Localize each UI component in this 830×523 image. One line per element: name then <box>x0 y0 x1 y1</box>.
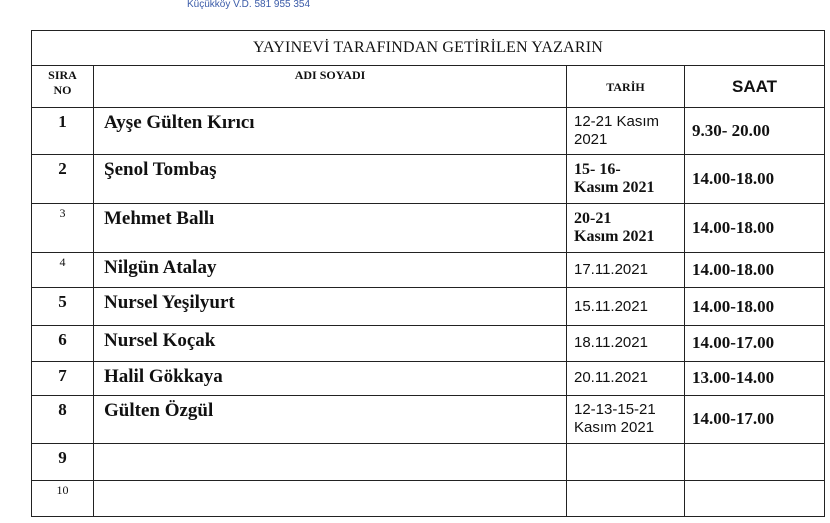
event-time: 14.00-18.00 <box>685 203 825 253</box>
header-name: ADI SOYADI <box>94 66 567 107</box>
row-number: 7 <box>32 361 94 395</box>
header-row <box>32 66 825 107</box>
event-date-line1: 17.11.2021 <box>574 261 648 279</box>
event-date <box>567 253 685 288</box>
event-time: 13.00-14.00 <box>685 361 825 395</box>
author-name: Şenol Tombaş <box>94 155 567 204</box>
table-row <box>32 253 825 288</box>
row-number: 10 <box>32 480 94 516</box>
event-time: 14.00-18.00 <box>685 253 825 288</box>
event-time: 9.30- 20.00 <box>685 107 825 155</box>
event-time <box>685 480 825 516</box>
table-row <box>32 288 825 325</box>
event-date-line2: 2021 <box>574 130 608 148</box>
author-name: Mehmet Ballı <box>94 203 567 253</box>
table-row <box>32 480 825 516</box>
header-sira: SIRA <box>48 68 77 83</box>
event-date <box>567 107 685 155</box>
title-row <box>32 31 825 66</box>
event-date <box>567 288 685 325</box>
event-date-line2: Kasım 2021 <box>574 178 655 196</box>
table-row <box>32 395 825 443</box>
table-body <box>32 107 825 516</box>
row-number: 2 <box>32 155 94 204</box>
row-number: 4 <box>32 253 94 288</box>
event-date-line1: 15.11.2021 <box>574 297 648 315</box>
event-date-line1: 12-13-15-21 <box>574 401 656 419</box>
header-sira-no <box>32 66 94 107</box>
author-name: Nilgün Atalay <box>94 253 567 288</box>
event-date <box>567 203 685 253</box>
header-time: SAAT <box>685 66 825 107</box>
document-title: YAYINEVİ TARAFINDAN GETİRİLEN YAZARIN <box>32 31 825 66</box>
event-date <box>567 325 685 361</box>
event-time <box>685 443 825 480</box>
author-name <box>94 443 567 480</box>
row-number: 3 <box>32 203 94 253</box>
author-name: Gülten Özgül <box>94 395 567 443</box>
event-date <box>567 361 685 395</box>
event-date-line1: 20.11.2021 <box>574 369 648 387</box>
event-date <box>567 155 685 204</box>
header-no: NO <box>53 83 72 98</box>
event-date-line1: 15- 16- <box>574 160 621 178</box>
author-name: Nursel Yeşilyurt <box>94 288 567 325</box>
author-schedule-table <box>31 30 825 517</box>
row-number: 5 <box>32 288 94 325</box>
event-date <box>567 480 685 516</box>
event-time: 14.00-17.00 <box>685 395 825 443</box>
event-date-line2: Kasım 2021 <box>574 419 655 437</box>
event-time: 14.00-18.00 <box>685 288 825 325</box>
header-date: TARİH <box>567 66 685 107</box>
row-number: 1 <box>32 107 94 155</box>
table-row <box>32 107 825 155</box>
event-date-line1: 20-21 <box>574 209 612 227</box>
table-row <box>32 361 825 395</box>
table-row <box>32 443 825 480</box>
row-number: 8 <box>32 395 94 443</box>
author-name: Halil Gökkaya <box>94 361 567 395</box>
header-fragment: Küçükköy V.D. 581 955 354 <box>187 0 311 10</box>
table-row <box>32 203 825 253</box>
event-time: 14.00-18.00 <box>685 155 825 204</box>
event-date-line1: 18.11.2021 <box>574 334 648 352</box>
author-name: Ayşe Gülten Kırıcı <box>94 107 567 155</box>
author-name: Nursel Koçak <box>94 325 567 361</box>
event-date <box>567 395 685 443</box>
event-time: 14.00-17.00 <box>685 325 825 361</box>
event-date <box>567 443 685 480</box>
table-row <box>32 155 825 204</box>
row-number: 6 <box>32 325 94 361</box>
table-row <box>32 325 825 361</box>
row-number: 9 <box>32 443 94 480</box>
author-name <box>94 480 567 516</box>
event-date-line2: Kasım 2021 <box>574 227 655 245</box>
event-date-line1: 12-21 Kasım <box>574 112 660 130</box>
